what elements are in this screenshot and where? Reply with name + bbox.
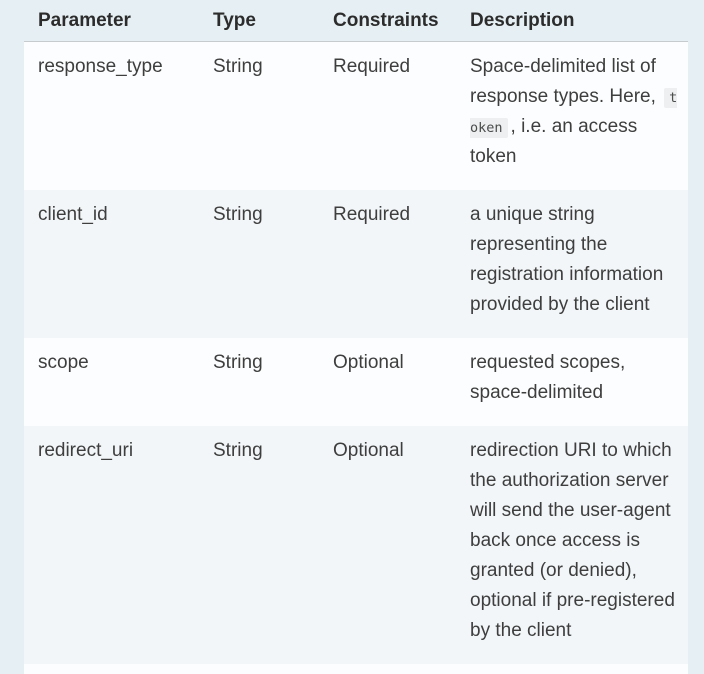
- parameter-cell: redirect_uri: [38, 440, 134, 461]
- table-row-partial: [24, 664, 688, 674]
- parameters-table: [24, 0, 688, 674]
- constraints-cell: Required: [333, 204, 411, 225]
- table-row: [24, 426, 688, 664]
- constraints-cell: Required: [333, 56, 411, 77]
- inline-code: token: [470, 90, 678, 136]
- description-cell: requested scopes, space-delimited: [470, 352, 626, 403]
- constraints-cell: Optional: [333, 352, 404, 373]
- column-header-constraints: Constraints: [333, 9, 439, 31]
- table-row: [24, 42, 688, 190]
- description-cell: Space-delimited list of response types. Here, token , i.e. an access token: [470, 56, 678, 167]
- type-cell: String: [213, 352, 263, 373]
- type-cell: String: [213, 204, 263, 225]
- parameter-cell: scope: [38, 352, 89, 373]
- table-header-row: [24, 0, 688, 42]
- constraints-cell: Optional: [333, 440, 404, 461]
- table-row: [24, 338, 688, 426]
- parameter-cell: response_type: [38, 56, 163, 77]
- description-cell: redirection URI to which the authorization server will send the user-agent back once access is granted (or denied), optional if pre-registered by the client: [470, 440, 675, 641]
- type-cell: String: [213, 440, 263, 461]
- description-cell: a unique string representing the registration information provided by the client: [470, 204, 664, 315]
- parameter-cell: client_id: [38, 204, 108, 225]
- column-header-type: Type: [213, 9, 256, 31]
- type-cell: String: [213, 56, 263, 77]
- column-header-description: Description: [470, 9, 575, 31]
- column-header-parameter: Parameter: [38, 9, 131, 31]
- table-body: [24, 42, 688, 664]
- table-row: [24, 190, 688, 338]
